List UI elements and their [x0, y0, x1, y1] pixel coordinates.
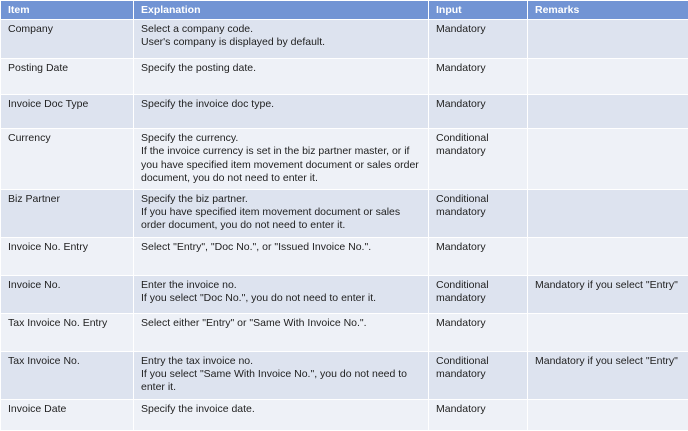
explanation-line: Specify the invoice doc type. [141, 98, 421, 111]
input-cell [429, 237, 528, 275]
explanation-cell [134, 95, 429, 129]
input-line: mandatory [436, 145, 520, 158]
explanation-cell [134, 20, 429, 59]
input-cell [429, 190, 528, 238]
explanation-cell [134, 129, 429, 190]
remarks-cell [528, 129, 688, 190]
input-line: Mandatory [436, 98, 520, 111]
explanation-line: Select a company code. [141, 23, 421, 36]
header-item: Item [1, 1, 134, 20]
remarks-cell: Mandatory if you select "Entry" [528, 351, 688, 399]
remarks-cell [528, 59, 688, 95]
explanation-cell [134, 275, 429, 313]
explanation-line: User's company is displayed by default. [141, 36, 421, 49]
table-row [1, 399, 688, 430]
item-cell: Invoice No. Entry [1, 237, 134, 275]
input-cell [429, 129, 528, 190]
explanation-cell [134, 313, 429, 351]
input-cell [429, 59, 528, 95]
explanation-line: Specify the invoice date. [141, 403, 421, 416]
table-row [1, 237, 688, 275]
explanation-line: If you select "Doc No.", you do not need to enter it. [141, 292, 421, 305]
table-header [1, 1, 688, 20]
input-line: Conditional [436, 279, 520, 292]
header-input: Input [429, 1, 528, 20]
explanation-line: If you have specified item movement document or sales order document, you do not need to enter it. [141, 206, 421, 232]
explanation-cell [134, 59, 429, 95]
table-body [1, 20, 688, 430]
remarks-cell [528, 95, 688, 129]
item-cell: Company [1, 20, 134, 59]
explanation-cell [134, 190, 429, 238]
input-cell [429, 351, 528, 399]
input-line: Conditional [436, 193, 520, 206]
table-row [1, 95, 688, 129]
explanation-line: Specify the biz partner. [141, 193, 421, 206]
remarks-cell [528, 237, 688, 275]
table-row [1, 20, 688, 59]
input-cell [429, 399, 528, 430]
explanation-cell [134, 399, 429, 430]
input-line: Conditional [436, 132, 520, 145]
input-cell [429, 313, 528, 351]
explanation-line: Select "Entry", "Doc No.", or "Issued Invoice No.". [141, 241, 421, 254]
input-line: Mandatory [436, 317, 520, 330]
input-cell [429, 95, 528, 129]
remarks-cell [528, 190, 688, 238]
explanation-cell [134, 237, 429, 275]
header-remarks: Remarks [528, 1, 688, 20]
table-row [1, 190, 688, 238]
remarks-cell [528, 313, 688, 351]
table-row [1, 275, 688, 313]
explanation-line: Entry the tax invoice no. [141, 355, 421, 368]
input-line: mandatory [436, 292, 520, 305]
table-row [1, 351, 688, 399]
item-cell: Currency [1, 129, 134, 190]
item-cell: Tax Invoice No. Entry [1, 313, 134, 351]
input-line: Mandatory [436, 403, 520, 416]
item-cell: Tax Invoice No. [1, 351, 134, 399]
table-row [1, 313, 688, 351]
remarks-cell [528, 20, 688, 59]
item-cell: Invoice Date [1, 399, 134, 430]
explanation-cell [134, 351, 429, 399]
item-cell: Invoice Doc Type [1, 95, 134, 129]
input-line: Mandatory [436, 241, 520, 254]
explanation-line: Enter the invoice no. [141, 279, 421, 292]
explanation-line: If the invoice currency is set in the biz partner master, or if you have specified item movement document or sales order document, you do not need to enter it. [141, 145, 421, 185]
input-cell [429, 20, 528, 59]
explanation-line: Specify the currency. [141, 132, 421, 145]
input-line: Mandatory [436, 62, 520, 75]
explanation-line: Specify the posting date. [141, 62, 421, 75]
explanation-line: If you select "Same With Invoice No.", you do not need to enter it. [141, 368, 421, 394]
input-line: Mandatory [436, 23, 520, 36]
table-row [1, 129, 688, 190]
input-cell [429, 275, 528, 313]
input-line: mandatory [436, 368, 520, 381]
table-row [1, 59, 688, 95]
explanation-line: Select either "Entry" or "Same With Invoice No.". [141, 317, 421, 330]
header-explanation: Explanation [134, 1, 429, 20]
remarks-cell: Mandatory if you select "Entry" [528, 275, 688, 313]
input-line: mandatory [436, 206, 520, 219]
input-line: Conditional [436, 355, 520, 368]
item-cell: Biz Partner [1, 190, 134, 238]
header-row [1, 1, 688, 20]
remarks-cell [528, 399, 688, 430]
item-cell: Invoice No. [1, 275, 134, 313]
item-cell: Posting Date [1, 59, 134, 95]
